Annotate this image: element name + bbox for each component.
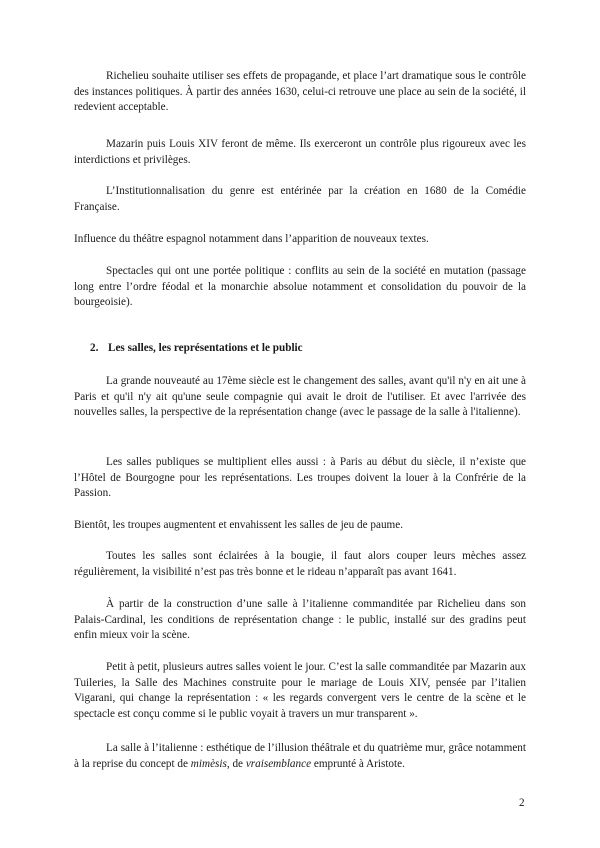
section-number: 2.	[90, 342, 99, 354]
paragraph-bientot: Bientôt, les troupes augmentent et envahissent les salles de jeu de paume.	[74, 519, 404, 531]
section-title: Les salles, les représentations et le public	[108, 342, 303, 354]
section-heading	[90, 342, 303, 354]
paragraph-mazarin: Mazarin puis Louis XIV feront de même. Ils exerceront un contrôle plus rigoureux avec les interdictions et privilèges.	[74, 138, 526, 166]
term-vraisemblance: vraisemblance	[245, 757, 312, 770]
paragraph-salles-publiques: Les salles publiques se multiplient elles aussi : à Paris au début du siècle, il n’existe que l’Hôtel de Bourgogne pour les représentations. Les troupes doivent la louer à la Confrérie de la Passion.	[74, 456, 526, 500]
paragraph-institutionnalisation: L’Institutionnalisation du genre est entérinée par la création en 1680 de la Comédie Française.	[74, 185, 526, 213]
text-segment: , de	[226, 757, 246, 770]
text-segment: La salle à l’italienne : esthétique de l’illusion théâtrale et du quatrième mur, grâce notamment à la reprise du concept de	[74, 742, 526, 770]
page-number: 2	[519, 797, 525, 809]
paragraph-nouveaute: La grande nouveauté au 17ème siècle est le changement des salles, avant qu'il n'y en ait une à Paris et qu'il n'y ait qu'une seule compagnie qui avait le droit de l'utiliser. Et avec l'arrivée des nouvelles salles, la perspective de la représentation change (avec le passage de la salle à l'italienne).	[74, 375, 526, 419]
paragraph-spectacles: Spectacles qui ont une portée politique : conflits au sein de la société en mutation (passage long entre l’ordre féodal et la monarchie absolue notamment et consolidation du pouvoir de la bourgeoisie).	[74, 265, 526, 309]
paragraph-influence: Influence du théâtre espagnol notamment dans l’apparition de nouveaux textes.	[74, 233, 429, 245]
text-segment: emprunté à Aristote.	[311, 757, 405, 770]
paragraph-italienne: À partir de la construction d’une salle à l’italienne commanditée par Richelieu dans son Palais-Cardinal, les conditions de représentation change : le public, installé sur des gradins peut enfin mieux voir la scène.	[74, 598, 526, 642]
paragraph-bougie: Toutes les salles sont éclairées à la bougie, il faut alors couper leurs mèches assez régulièrement, la visibilité n’est pas très bonne et le rideau n’apparaît pas avant 1641.	[74, 550, 526, 578]
paragraph-quatrieme-mur	[74, 741, 526, 772]
term-mimesis: mimèsis	[190, 757, 227, 770]
paragraph-richelieu: Richelieu souhaite utiliser ses effets de propagande, et place l’art dramatique sous le contrôle des instances politiques. À partir des années 1630, celui-ci retrouve une place au sein de la société, il redevient acceptable.	[74, 70, 526, 114]
paragraph-tuileries: Petit à petit, plusieurs autres salles voient le jour. C’est la salle commanditée par Mazarin aux Tuileries, la Salle des Machines construite pour le mariage de Louis XIV, pensée par l’italien Vigarani, qui change la représentation : « les regards convergent vers le centre de la scène et le spectacle est conçu comme si le public voyait à travers un mur transparent ».	[74, 661, 526, 720]
